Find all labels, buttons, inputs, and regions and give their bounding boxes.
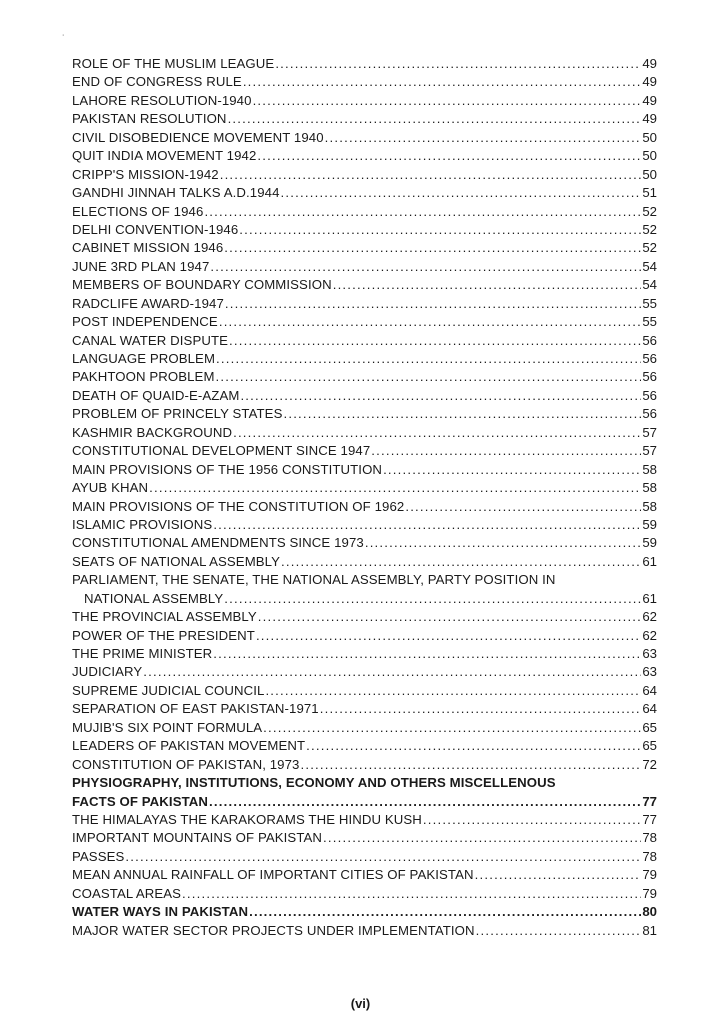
dot-leader	[220, 166, 642, 184]
toc-entry	[72, 645, 657, 663]
toc-entry-page: 55	[642, 314, 657, 330]
toc-entry-page: 80	[642, 904, 657, 920]
toc-entry-title: DELHI CONVENTION-1946	[72, 221, 239, 237]
toc-entry-title: GANDHI JINNAH TALKS A.D.1944	[72, 185, 280, 201]
toc-entry-page: 79	[642, 885, 657, 901]
scan-speck: ˙	[62, 34, 66, 45]
toc-entry	[72, 811, 657, 829]
toc-entry-title: DEATH OF QUAID-E-AZAM	[72, 387, 240, 403]
toc-entry-page: 50	[642, 129, 657, 145]
toc-entry	[72, 829, 657, 847]
toc-entry-title: JUNE 3RD PLAN 1947	[72, 258, 210, 274]
toc-entry-title: THE PROVINCIAL ASSEMBLY	[72, 609, 257, 625]
dot-leader	[182, 885, 641, 903]
toc-entry	[72, 516, 657, 534]
toc-entry-page: 56	[642, 406, 657, 422]
toc-entry	[72, 663, 657, 681]
toc-entry-title: PAKISTAN RESOLUTION	[72, 111, 227, 127]
toc-entry-title: ROLE OF THE MUSLIM LEAGUE	[72, 56, 275, 71]
dot-leader	[281, 553, 641, 571]
toc-entry	[72, 368, 657, 386]
toc-entry-title: JUDICIARY	[72, 664, 143, 680]
toc-entry-title: IMPORTANT MOUNTAINS OF PAKISTAN	[72, 830, 323, 846]
toc-entry-page: 72	[642, 756, 657, 772]
toc-entry	[72, 590, 657, 608]
toc-entry	[72, 885, 657, 903]
dot-leader	[143, 663, 641, 681]
toc-entry-page: 54	[642, 258, 657, 274]
toc-entry	[72, 774, 657, 792]
toc-entry-page: 49	[642, 92, 657, 108]
toc-entry-title: NATIONAL ASSEMBLY	[84, 590, 224, 606]
dot-leader	[224, 590, 641, 608]
dot-leader	[228, 110, 642, 128]
dot-leader	[204, 203, 641, 221]
dot-leader	[256, 627, 641, 645]
dot-leader	[213, 516, 641, 534]
toc-entry-title: MUJIB'S SIX POINT FORMULA	[72, 719, 263, 735]
toc-entry-page: 63	[642, 664, 657, 680]
dot-leader	[323, 829, 641, 847]
toc-entry	[72, 313, 657, 331]
toc-entry-page: 49	[642, 74, 657, 90]
toc-entry-title: CONSTITUTION OF PAKISTAN, 1973	[72, 756, 300, 772]
toc-entry-page: 77	[642, 793, 657, 809]
toc-entry-title: WATER WAYS IN PAKISTAN	[72, 904, 249, 920]
dot-leader	[149, 479, 641, 497]
toc-entry-page: 56	[642, 332, 657, 348]
dot-leader	[283, 405, 641, 423]
toc-entry	[72, 903, 657, 921]
toc-entry-title: MAJOR WATER SECTOR PROJECTS UNDER IMPLEMENTATION	[72, 922, 475, 938]
toc-entry-title: POWER OF THE PRESIDENT	[72, 627, 255, 643]
dot-leader	[423, 811, 641, 829]
toc-entry	[72, 387, 657, 405]
toc-entry-page: 65	[642, 719, 657, 735]
toc-entry	[72, 147, 657, 165]
dot-leader	[265, 682, 641, 700]
toc-entry-page: 58	[642, 480, 657, 496]
toc-entry-page: 58	[642, 498, 657, 514]
toc-entry	[72, 55, 657, 73]
dot-leader	[125, 848, 641, 866]
dot-leader	[253, 92, 642, 110]
toc-entry-title: ISLAMIC PROVISIONS	[72, 516, 213, 532]
dot-leader	[239, 221, 641, 239]
toc-entry-title: KASHMIR BACKGROUND	[72, 424, 233, 440]
toc-entry	[72, 498, 657, 516]
dot-leader	[306, 737, 641, 755]
dot-leader	[243, 73, 642, 91]
toc-entry-page: 51	[642, 185, 657, 201]
toc-entry	[72, 793, 657, 811]
toc-entry	[72, 700, 657, 718]
toc-entry-title: THE HIMALAYAS THE KARAKORAMS THE HINDU KUSH	[72, 811, 422, 827]
toc-entry-title: MAIN PROVISIONS OF THE 1956 CONSTITUTION	[72, 461, 383, 477]
toc-entry-page: 57	[642, 424, 657, 440]
toc-entry-page: 81	[642, 922, 657, 938]
dot-leader	[257, 147, 641, 165]
toc-entry-page: 54	[642, 277, 657, 293]
dot-leader	[225, 295, 641, 313]
toc-entry	[72, 203, 657, 221]
toc-entry	[72, 571, 657, 589]
toc-entry-title: MAIN PROVISIONS OF THE CONSTITUTION OF 1962	[72, 498, 405, 514]
toc-entry-page: 58	[642, 461, 657, 477]
toc-entry-page: 49	[642, 56, 657, 71]
toc-entry	[72, 682, 657, 700]
toc-entry-title: CABINET MISSION 1946	[72, 240, 224, 256]
toc-entry	[72, 276, 657, 294]
toc-entry-title: PHYSIOGRAPHY, INSTITUTIONS, ECONOMY AND OTHERS MISCELLENOUS	[72, 775, 556, 791]
toc-entry-title: LEADERS OF PAKISTAN MOVEMENT	[72, 738, 306, 754]
toc-entry	[72, 848, 657, 866]
toc-entry	[72, 737, 657, 755]
toc-entry-title: AYUB KHAN	[72, 480, 149, 496]
toc-entry-title: CONSTITUTIONAL AMENDMENTS SINCE 1973	[72, 535, 364, 551]
toc-entry-title: END OF CONGRESS RULE	[72, 74, 242, 90]
dot-leader	[219, 313, 642, 331]
dot-leader	[383, 461, 641, 479]
toc-entry	[72, 258, 657, 276]
toc-entry-page: 61	[642, 590, 657, 606]
toc-entry	[72, 221, 657, 239]
toc-entry-page: 50	[642, 166, 657, 182]
dot-leader	[333, 276, 642, 294]
toc-entry-page: 63	[642, 646, 657, 661]
toc-entry-page: 65	[642, 738, 657, 754]
dot-leader	[209, 793, 641, 811]
toc-entry-page: 62	[642, 627, 657, 643]
dot-leader	[233, 424, 641, 442]
toc-entry	[72, 129, 657, 147]
toc-entry-title: PROBLEM OF PRINCELY STATES	[72, 406, 283, 422]
toc-entry-title: LANGUAGE PROBLEM	[72, 351, 216, 366]
toc-entry	[72, 73, 657, 91]
toc-entry	[72, 350, 657, 368]
toc-entry-page: 77	[642, 811, 657, 827]
dot-leader	[216, 368, 642, 386]
toc-entry-page: 64	[642, 701, 657, 717]
toc-entry-page: 56	[642, 387, 657, 403]
table-of-contents	[72, 55, 657, 940]
dot-leader	[475, 866, 642, 884]
toc-entry-page: 52	[642, 240, 657, 256]
toc-entry-title: SEPARATION OF EAST PAKISTAN-1971	[72, 701, 319, 717]
toc-entry	[72, 756, 657, 774]
page-number: (vi)	[350, 996, 371, 1011]
toc-entry-title: RADCLIFE AWARD-1947	[72, 295, 224, 311]
toc-entry	[72, 239, 657, 257]
toc-entry-page: 59	[642, 535, 657, 551]
dot-leader	[365, 534, 642, 552]
toc-entry-title: ELECTIONS OF 1946	[72, 203, 204, 219]
dot-leader	[405, 498, 641, 516]
toc-entry-title: CRIPP'S MISSION-1942	[72, 166, 219, 182]
dot-leader	[216, 350, 641, 368]
toc-entry-page: 57	[642, 443, 657, 459]
toc-entry-page: 59	[642, 516, 657, 532]
toc-entry	[72, 295, 657, 313]
toc-entry-page: 49	[642, 111, 657, 127]
toc-entry-page: 78	[642, 830, 657, 846]
toc-entry-page: 56	[642, 351, 657, 366]
toc-entry	[72, 479, 657, 497]
toc-entry	[72, 461, 657, 479]
toc-entry	[72, 442, 657, 460]
toc-entry-title: CONSTITUTIONAL DEVELOPMENT SINCE 1947	[72, 443, 371, 459]
toc-entry-page: 78	[642, 848, 657, 864]
dot-leader	[300, 756, 641, 774]
toc-entry	[72, 110, 657, 128]
dot-leader	[320, 700, 642, 718]
toc-entry	[72, 627, 657, 645]
toc-entry-page: 55	[642, 295, 657, 311]
toc-entry-page: 50	[642, 148, 657, 164]
toc-entry	[72, 166, 657, 184]
dot-leader	[371, 442, 641, 460]
toc-entry-page: 52	[642, 221, 657, 237]
toc-entry-title: PASSES	[72, 848, 125, 864]
toc-entry	[72, 922, 657, 940]
toc-entry-page: 56	[642, 369, 657, 385]
dot-leader	[210, 258, 641, 276]
toc-entry	[72, 866, 657, 884]
dot-leader	[476, 922, 642, 940]
toc-entry-title: COASTAL AREAS	[72, 885, 182, 901]
dot-leader	[275, 55, 641, 73]
toc-entry-page: 62	[642, 609, 657, 625]
toc-entry-title: MEAN ANNUAL RAINFALL OF IMPORTANT CITIES OF PAKISTAN	[72, 867, 474, 883]
dot-leader	[224, 239, 641, 257]
toc-entry-page: 52	[642, 203, 657, 219]
toc-entry-title: CANAL WATER DISPUTE	[72, 332, 229, 348]
toc-entry-page: 64	[642, 682, 657, 698]
toc-entry	[72, 608, 657, 626]
toc-entry	[72, 332, 657, 350]
dot-leader	[229, 332, 641, 350]
toc-entry-title: PARLIAMENT, THE SENATE, THE NATIONAL ASSEMBLY, PARTY POSITION IN	[72, 572, 556, 588]
toc-entry	[72, 424, 657, 442]
toc-entry-title: PAKHTOON PROBLEM	[72, 369, 215, 385]
toc-entry	[72, 184, 657, 202]
toc-entry	[72, 405, 657, 423]
toc-entry-title: CIVIL DISOBEDIENCE MOVEMENT 1940	[72, 129, 324, 145]
toc-entry-title: SUPREME JUDICIAL COUNCIL	[72, 682, 265, 698]
toc-entry-title: MEMBERS OF BOUNDARY COMMISSION	[72, 277, 332, 293]
toc-entry-title: LAHORE RESOLUTION-1940	[72, 92, 252, 108]
dot-leader	[249, 903, 641, 921]
toc-entry-title: POST INDEPENDENCE	[72, 314, 218, 330]
toc-entry	[72, 92, 657, 110]
toc-entry-title: FACTS OF PAKISTAN	[72, 793, 209, 809]
dot-leader	[281, 184, 642, 202]
dot-leader	[213, 645, 641, 663]
toc-entry-page: 61	[642, 553, 657, 569]
toc-entry-title: QUIT INDIA MOVEMENT 1942	[72, 148, 257, 164]
toc-entry	[72, 534, 657, 552]
dot-leader	[240, 387, 641, 405]
toc-entry	[72, 553, 657, 571]
toc-entry-page: 79	[642, 867, 657, 883]
toc-entry-title: SEATS OF NATIONAL ASSEMBLY	[72, 553, 281, 569]
dot-leader	[263, 719, 641, 737]
toc-entry	[72, 719, 657, 737]
toc-entry-title: THE PRIME MINISTER	[72, 646, 213, 661]
dot-leader	[325, 129, 642, 147]
dot-leader	[258, 608, 642, 626]
